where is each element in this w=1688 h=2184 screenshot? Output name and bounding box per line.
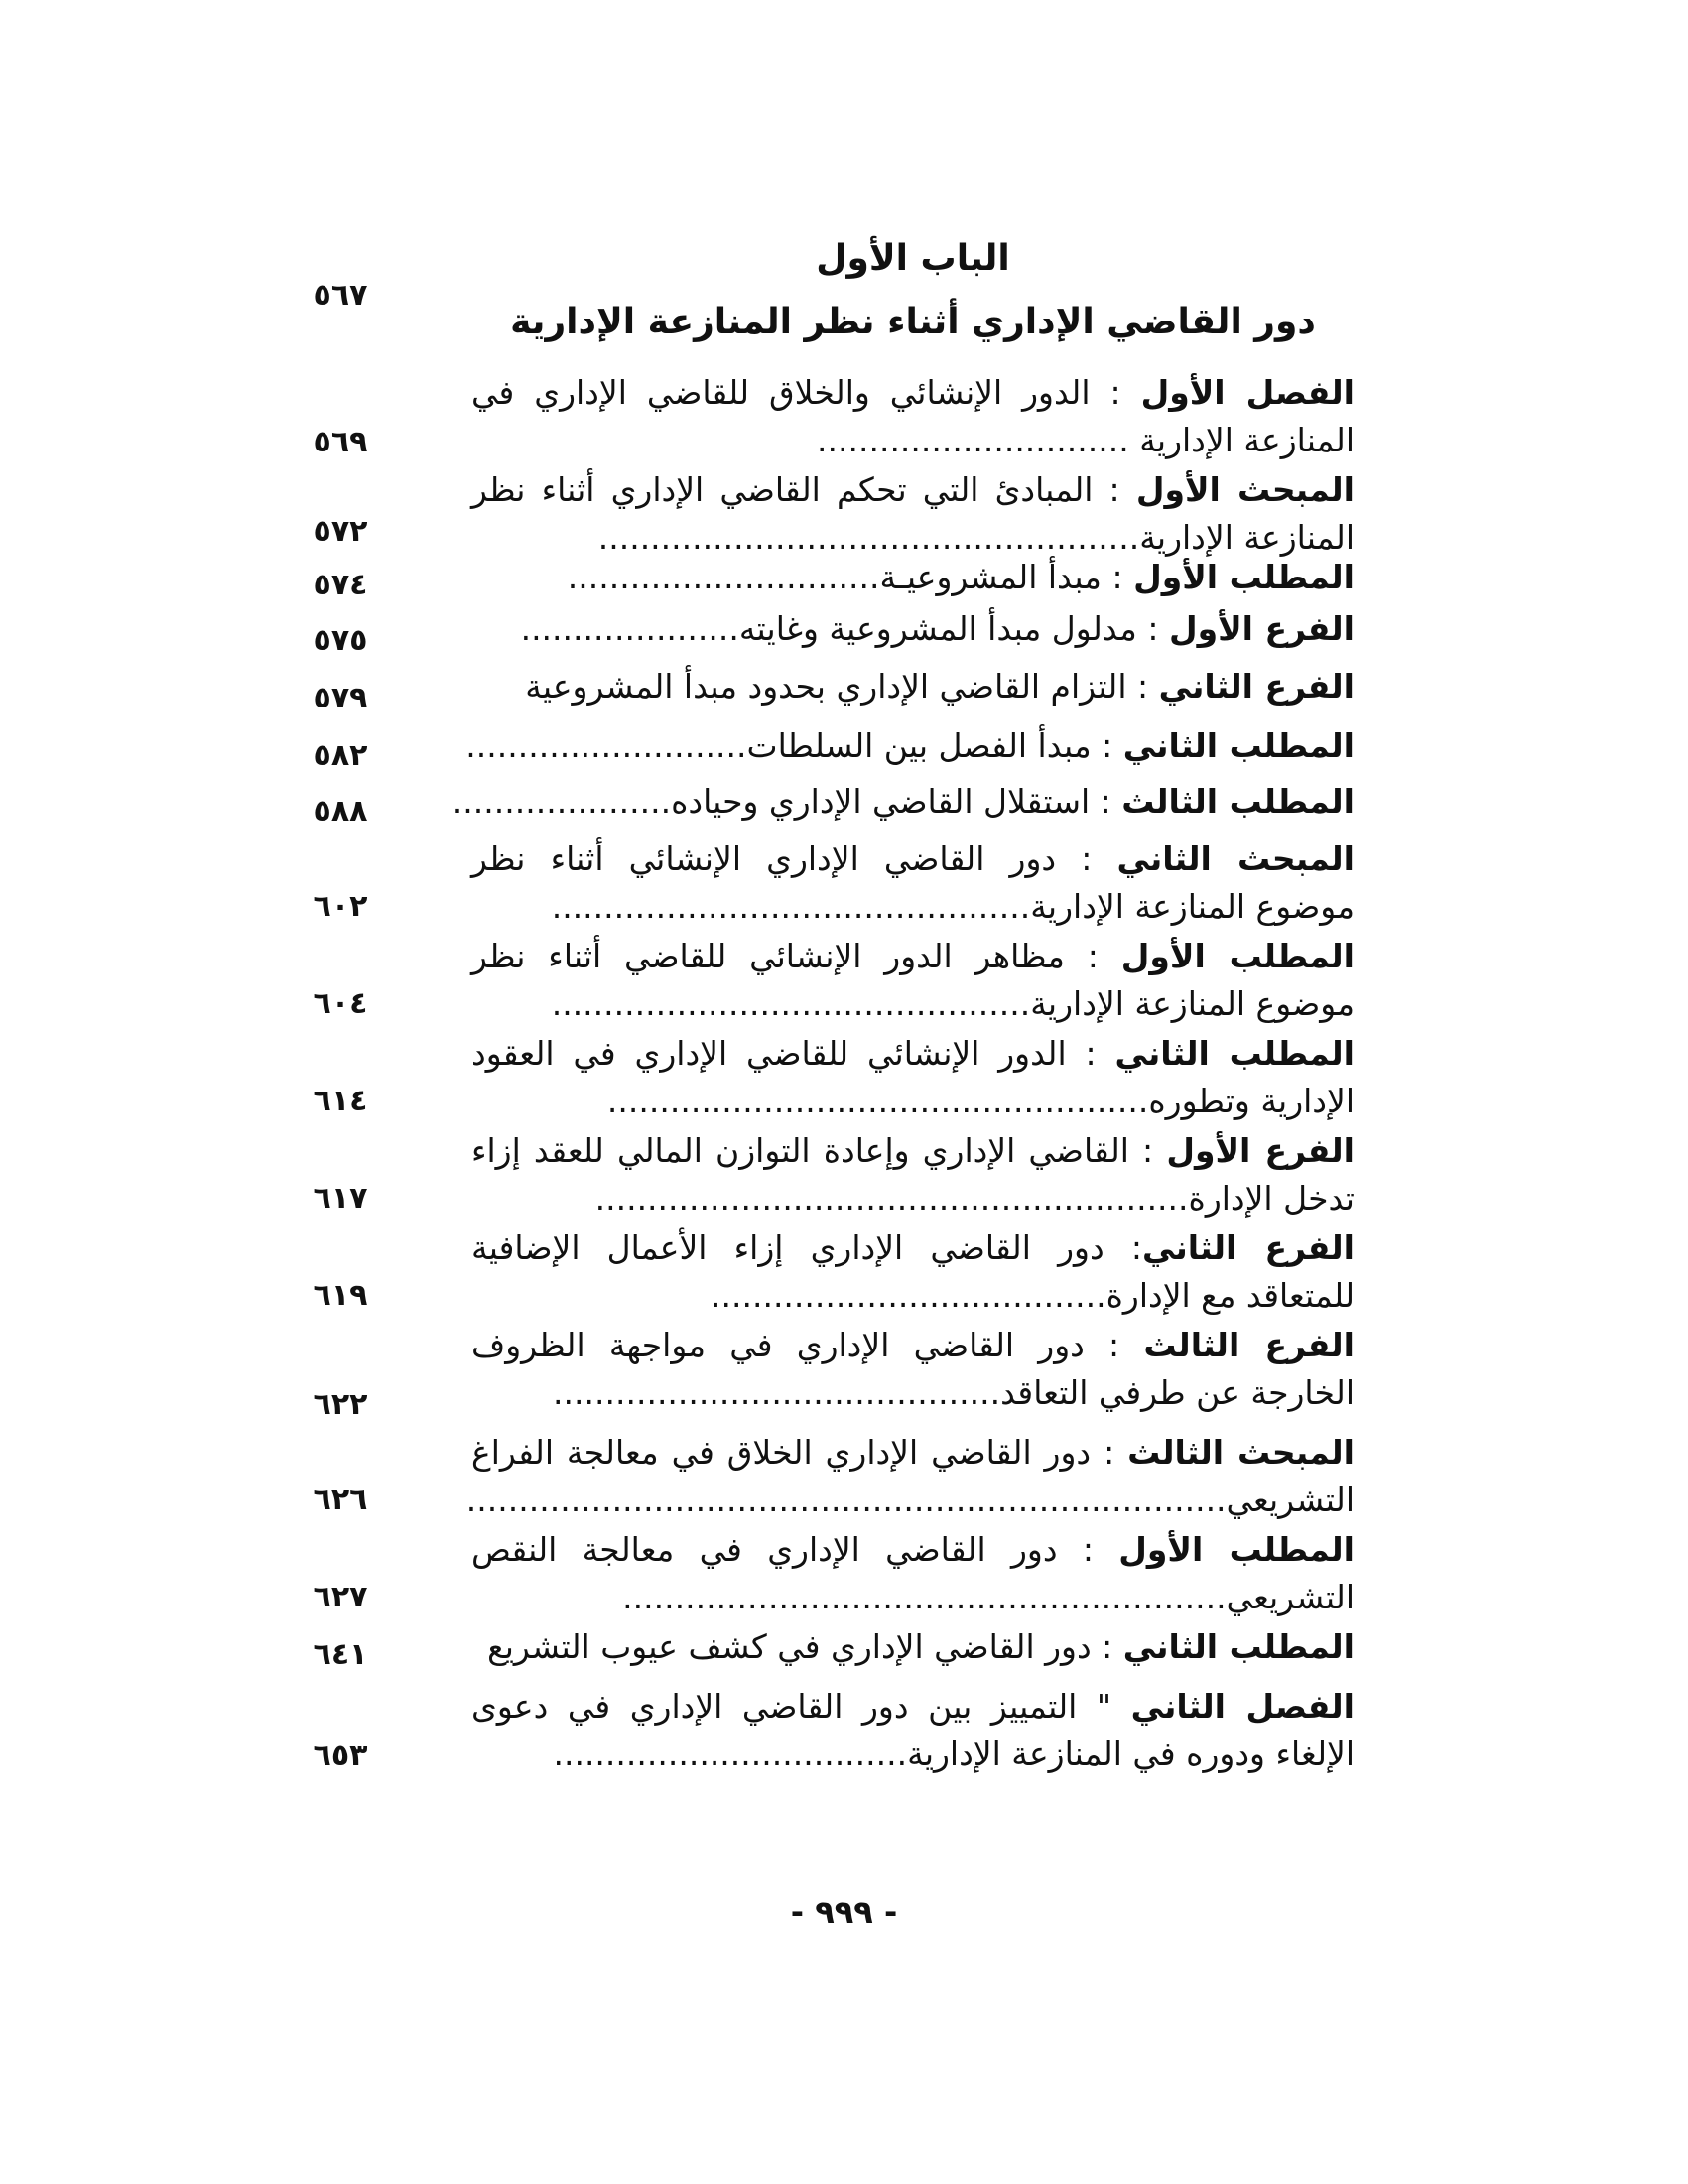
entry-line-1 [471,663,1355,710]
entry-label: الفرع الثالث [1143,1326,1355,1364]
entry-line-1 [471,835,1355,883]
entry-label: المبحث الثالث [1127,1433,1355,1472]
entry-text: : القاضي الإداري وإعادة التوازن المالي للعقد إزاء [471,1131,1167,1170]
page-number: ٥٧٥ [313,623,368,658]
entry-text: : مبدأ الفصل بين السلطات........................... [465,726,1123,765]
page-number: ٦٢٢ [313,1387,368,1422]
entry-line-2: الإلغاء ودوره في المنازعة الإدارية.................................. [553,1734,1355,1773]
entry-text: : دور القاضي الإداري الخلاق في معالجة الفراغ [471,1433,1128,1472]
entry-line-2: الإدارية وتطوره.................................................... [606,1082,1355,1120]
entry-text: : التزام القاضي الإداري بحدود مبدأ المشروعية [525,667,1159,706]
toc-entry [471,835,1355,931]
page-number: ٦١٤ [313,1084,368,1118]
page-number: ٦٠٢ [313,889,368,924]
entry-text: : مظاهر الدور الإنشائي للقاضي أثناء نظر [471,937,1121,975]
entry-line-2: موضوع المنازعة الإدارية.............................................. [551,984,1355,1023]
entry-line-1 [471,1429,1355,1477]
entry-label: المبحث الأول [1135,470,1355,509]
entry-text: : دور القاضي الإداري الإنشائي أثناء نظر [471,839,1117,878]
entry-label: المطلب الأول [1133,558,1355,596]
entry-label: المطلب الثاني [1122,1627,1355,1666]
entry-text: " التمييز بين دور القاضي الإداري في دعوى [471,1687,1131,1726]
toc-entry [471,1030,1355,1125]
page-number: ٦٢٦ [313,1482,368,1517]
entry-text: : دور القاضي الإداري في معالجة النقص [471,1530,1119,1569]
page-number: ٥٦٧ [313,278,368,313]
toc-entry [471,1526,1355,1621]
entry-label: المبحث الثاني [1116,839,1355,878]
entry-label: الفصل الأول [1140,373,1355,412]
entry-text: : دور القاضي الإداري في مواجهة الظروف [471,1326,1144,1364]
part-heading: الباب الأول [816,238,1010,279]
entry-label: المطلب الثالث [1121,782,1355,821]
toc-entry [465,1429,1355,1524]
entry-line-2: المنازعة الإدارية .............................. [817,421,1355,459]
entry-label: المطلب الثاني [1122,726,1355,765]
page-number: ٦١٩ [313,1278,368,1313]
entry-line-1 [452,778,1355,826]
toc-entry [471,554,1355,601]
page-number: ٦٤١ [313,1637,368,1672]
page-number: ٥٧٤ [313,568,368,602]
entry-line-1 [471,1623,1355,1671]
toc-entry [471,1623,1355,1671]
page-number: ٦٠٤ [313,986,368,1021]
toc-entry [471,605,1355,653]
entry-line-1 [471,554,1355,601]
entry-line-1 [471,1683,1355,1731]
entry-label: الفرع الأول [1168,609,1355,648]
page-number: ٦١٧ [313,1181,368,1216]
toc-entry [471,1322,1355,1417]
page-number: ٥٨٢ [313,738,368,773]
page-number: ٥٧٢ [313,514,368,549]
entry-line-2: الخارجة عن طرفي التعاقد........................................... [553,1373,1355,1412]
page-number: ٦٥٣ [313,1738,368,1773]
toc-entry [465,722,1355,770]
entry-line-2: للمتعاقد مع الإدارة...................................... [711,1276,1355,1315]
toc-entry [471,1683,1355,1778]
entry-line-2: المنازعة الإدارية.................................................... [597,518,1355,557]
toc-entry [471,1127,1355,1222]
entry-text: : استقلال القاضي الإداري وحياده..................... [452,782,1122,821]
entry-label: الفرع الثاني [1141,1228,1355,1267]
entry-line-2: تدخل الإدارة......................................................... [594,1179,1355,1218]
entry-line-1 [471,1526,1355,1574]
toc-entry [471,369,1355,464]
entry-line-2: التشريعي......................................................................... [465,1480,1355,1519]
page-number: ٥٦٩ [313,425,368,459]
toc-entry [452,778,1355,826]
entry-text: : المبادئ التي تحكم القاضي الإداري أثناء نظر [471,470,1136,509]
entry-line-1 [471,466,1355,514]
entry-line-1 [471,933,1355,980]
entry-line-1 [471,1224,1355,1272]
entry-text: : الدور الإنشائي والخلاق للقاضي الإداري في [471,373,1141,412]
entry-line-1 [465,722,1355,770]
page-number: ٥٧٩ [313,681,368,715]
entry-label: المطلب الأول [1118,1530,1355,1569]
entry-line-2: التشريعي.......................................................... [622,1578,1355,1616]
toc-entry [471,1224,1355,1320]
entry-line-2: موضوع المنازعة الإدارية.............................................. [551,887,1355,926]
toc-entry [471,466,1355,562]
folio-page-number: - ٩٩٩ - [790,1893,898,1931]
entry-text: : دور القاضي الإداري إزاء الأعمال الإضافية [471,1228,1142,1267]
entry-text: : الدور الإنشائي للقاضي الإداري في العقود [471,1034,1115,1073]
entry-text: : مبدأ المشروعيـة.............................. [567,558,1134,596]
entry-label: الفرع الأول [1166,1131,1355,1170]
entry-label: المطلب الثاني [1114,1034,1355,1073]
entry-line-1 [471,1030,1355,1078]
entry-line-1 [471,369,1355,417]
entry-label: الفصل الثاني [1130,1687,1355,1726]
entry-line-1 [471,1322,1355,1369]
page-number: ٦٢٧ [313,1580,368,1614]
entry-line-1 [471,605,1355,653]
entry-text: : مدلول مبدأ المشروعية وغايته..................... [520,609,1169,648]
toc-entry [471,663,1355,710]
page-number: ٥٨٨ [313,794,368,829]
entry-label: الفرع الثاني [1158,667,1355,706]
entry-label: المطلب الأول [1120,937,1355,975]
part-title: دور القاضي الإداري أثناء نظر المنازعة الإدارية [510,302,1316,342]
toc-entry [471,933,1355,1028]
entry-text: : دور القاضي الإداري في كشف عيوب التشريع [487,1627,1123,1666]
entry-line-1 [471,1127,1355,1175]
